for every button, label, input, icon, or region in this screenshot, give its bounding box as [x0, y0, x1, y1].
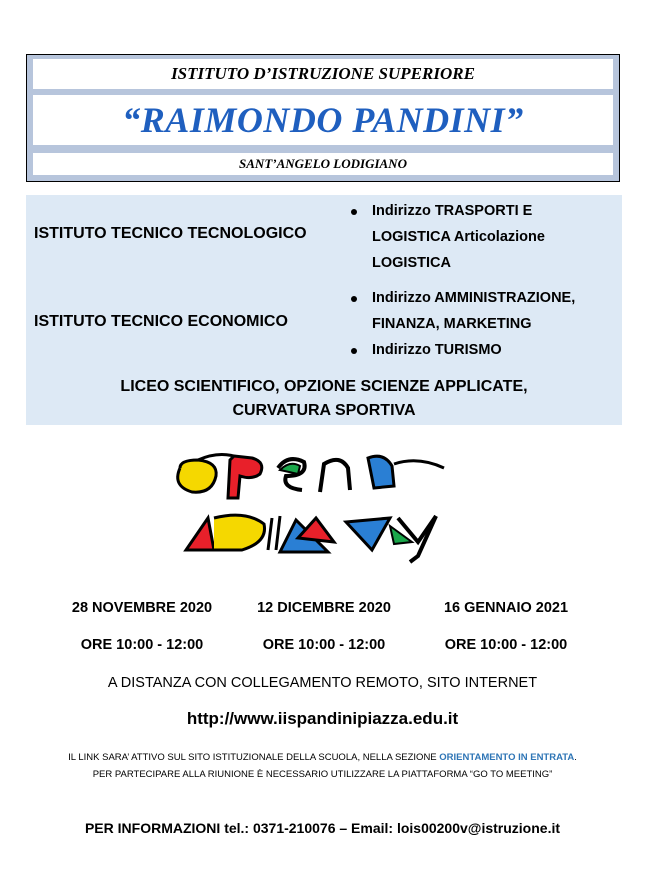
- course-title-economico: ISTITUTO TECNICO ECONOMICO: [34, 313, 288, 330]
- event-date: 12 DICEMBRE 2020: [257, 600, 391, 616]
- note-text-end: .: [574, 752, 577, 763]
- event-dates: [0, 600, 645, 660]
- header-institute-type: ISTITUTO D’ISTRUZIONE SUPERIORE: [33, 59, 613, 89]
- event-date: 28 NOVEMBRE 2020: [71, 600, 213, 616]
- open-day-logo: [168, 446, 468, 568]
- event-time: ORE 10:00 - 12:00: [80, 637, 204, 653]
- orientamento-highlight: ORIENTAMENTO IN ENTRATA: [439, 752, 575, 763]
- list-item: Indirizzo TRASPORTI E LOGISTICA Articolazione LOGISTICA: [348, 198, 610, 276]
- event-time: ORE 10:00 - 12:00: [444, 637, 568, 653]
- event-time: ORE 10:00 - 12:00: [262, 637, 386, 653]
- event-date: 16 GENNAIO 2021: [443, 600, 569, 616]
- header-school-name: “RAIMONDO PANDINI”: [33, 95, 613, 145]
- note-line-2: PER PARTECIPARE ALLA RIUNIONE È NECESSARIO UTILIZZARE LA PIATTAFORMA “GO TO MEETING”: [92, 769, 553, 780]
- school-header: [26, 54, 620, 182]
- meeting-note: [0, 749, 645, 783]
- remote-access-text: A DISTANZA CON COLLEGAMENTO REMOTO, SITO INTERNET: [107, 675, 538, 691]
- course-title-tecnologico: ISTITUTO TECNICO TECNOLOGICO: [34, 225, 307, 242]
- course-list-economico: [348, 285, 610, 363]
- contact-info: PER INFORMAZIONI tel.: 0371-210076 – Email: lois00200v@istruzione.it: [84, 820, 561, 836]
- website-link[interactable]: http://www.iispandinipiazza.edu.it: [186, 709, 459, 728]
- liceo-line-2: CURVATURA SPORTIVA: [232, 402, 416, 419]
- list-item: Indirizzo AMMINISTRAZIONE, FINANZA, MARKETING: [348, 285, 610, 337]
- header-town: SANT’ANGELO LODIGIANO: [33, 153, 613, 175]
- list-item: Indirizzo TURISMO: [348, 337, 610, 363]
- course-list-tecnologico: [348, 198, 610, 276]
- liceo-course: [26, 375, 622, 423]
- courses-panel: [26, 195, 622, 425]
- note-text: IL LINK SARA’ ATTIVO SUL SITO ISTITUZIONALE DELLA SCUOLA, NELLA SEZIONE: [68, 752, 440, 763]
- liceo-line-1: LICEO SCIENTIFICO, OPZIONE SCIENZE APPLICATE,: [120, 378, 528, 395]
- note-line-1: [0, 749, 645, 766]
- open-day-logo-graphic: [168, 446, 468, 568]
